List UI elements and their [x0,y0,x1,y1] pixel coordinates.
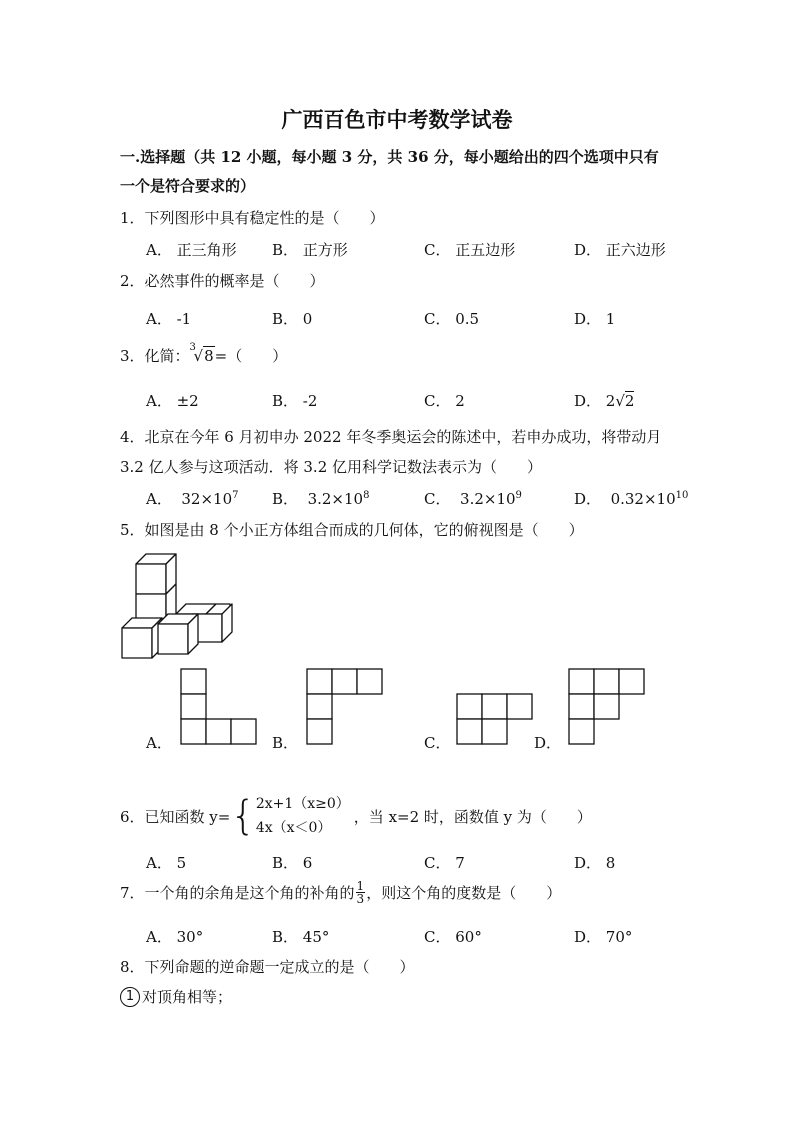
q4-option-c-base: 3.2×10 [460,490,516,508]
radicand: 8 [204,347,214,365]
q2-option-c: C． 0.5 [424,310,480,328]
q7-option-b: B． 45° [272,928,330,946]
q7-option-d: D． 70° [574,928,633,946]
q5-option-d: D． [534,734,562,752]
radical-sign-icon: √ [193,347,204,365]
question-3-stem [120,342,288,366]
fraction [356,880,366,905]
q5-option-c-figure [456,693,534,746]
q3-option-d [574,390,634,411]
q4-option-a-exp: 7 [232,490,239,501]
q3-option-d-radicand: 2 [624,392,635,410]
q4-option-a-base: 32×10 [181,490,233,508]
q3-option-a: A． ±2 [146,392,199,410]
radical-sign-icon: √ [615,392,625,410]
q6-option-a: A． 5 [146,854,187,872]
q4-option-c [424,488,522,509]
q1-option-d: D． 正六边形 [574,241,666,259]
question-7-stem [120,880,561,905]
q4-option-b-base: 3.2×10 [307,490,364,508]
q3-option-b: B． -2 [272,392,318,410]
q4-option-b [272,488,369,509]
circled-number-icon: 1 [120,987,140,1007]
q2-option-b: B． 0 [272,310,313,328]
q3-option-d-label: D． 2 [574,392,616,410]
q3-suffix: =（ ） [214,347,288,365]
q6-option-d: D． 8 [574,854,616,872]
q5-option-a: A． [146,734,172,752]
q4-option-c-exp: 9 [515,490,522,501]
q1-option-a: A． 正三角形 [146,241,237,259]
q6-prefix: 6．已知函数 y= [120,807,231,826]
cube-root-expression [189,342,215,365]
q1-option-c: C． 正五边形 [424,241,516,259]
q4-option-a-label: A． [146,490,172,508]
q1-option-b: B． 正方形 [272,241,348,259]
q7-option-c: C． 60° [424,928,482,946]
q8-item-1-text: 对顶角相等； [142,988,233,1006]
q2-option-d: D． 1 [574,310,616,328]
piecewise-cases [256,792,350,840]
question-6-stem [120,792,592,840]
question-1-stem: 1．下列图形中具有稳定性的是（ ） [120,209,385,227]
q4-option-b-label: B． [272,490,299,508]
q3-option-c: C． 2 [424,392,465,410]
q6-suffix: ，当 x=2 时，函数值 y 为（ ） [353,807,592,826]
q4-option-d [574,488,688,509]
q5-option-d-figure [568,668,646,746]
q4-option-d-exp: 10 [675,490,689,501]
q4-option-c-label: C． [424,490,451,508]
question-5-stem: 5．如图是由 8 个小正方体组合而成的几何体，它的俯视图是（ ） [120,521,584,539]
page-title: 广西百色市中考数学试卷 [281,107,513,132]
q4-option-d-label: D． [574,490,602,508]
question-4-line1: 4．北京在今年 6 月初申办 2022 年冬季奥运会的陈述中，若申办成功，将带动月 [120,428,662,446]
q7-option-a: A． 30° [146,928,204,946]
q4-option-b-exp: 8 [363,490,370,501]
q4-option-d-base: 0.32×10 [610,490,676,508]
root-index: 3 [189,342,196,353]
q8-item-1 [120,986,232,1007]
q5-option-b-figure [306,668,384,746]
q7-suffix: ，则这个角的度数是（ ） [366,884,562,902]
question-8-stem: 8．下列命题的逆命题一定成立的是（ ） [120,958,415,976]
q4-option-a [146,488,239,509]
q6-option-c: C． 7 [424,854,465,872]
q6-case-1: 2x+1（x≥0） [255,796,350,812]
q7-prefix: 7．一个角的余角是这个角的补角的 [120,884,355,902]
q5-option-c: C． [424,734,451,752]
fraction-numerator: 1 [356,879,365,893]
q3-prefix: 3．化简： [120,347,190,365]
cube-solid-figure [118,550,238,662]
q5-option-a-figure [180,668,258,746]
left-brace-icon: { [230,793,256,839]
q5-option-b: B． [272,734,299,752]
question-2-stem: 2．必然事件的概率是（ ） [120,272,325,290]
question-4-line2: 3.2 亿人参与这项活动．将 3.2 亿用科学记数法表示为（ ） [120,458,543,476]
q6-case-2: 4x（x＜0） [255,820,332,836]
q6-option-b: B． 6 [272,854,313,872]
fraction-denominator: 3 [356,892,365,906]
section-heading-line2: 一个是符合要求的） [120,177,256,195]
section-heading-line1: 一.选择题（共 12 小题，每小题 3 分，共 36 分，每小题给出的四个选项中只有 [120,148,659,166]
q2-option-a: A． -1 [146,310,192,328]
